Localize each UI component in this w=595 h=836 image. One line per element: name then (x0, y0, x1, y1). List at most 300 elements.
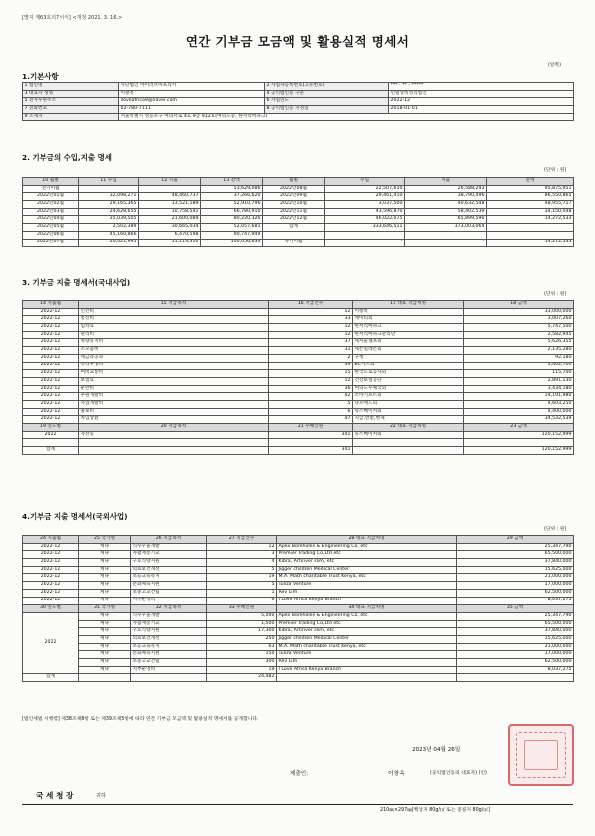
table-row (23, 185, 574, 193)
table-cell: 5 (207, 566, 277, 574)
table-cell: 2022-12 (23, 347, 79, 355)
table-cell: 2022-12 (23, 589, 79, 597)
table-cell: 2022-12 (23, 377, 79, 385)
table-cell: 10,758,541 (139, 208, 201, 216)
table-cell: 43,596,870 (325, 208, 405, 216)
table-cell: 세븐일레븐외 (353, 347, 464, 355)
table-cell: 15 지급목적 (79, 301, 269, 309)
table-row (23, 324, 574, 332)
table-cell: 초중고교건립 (131, 589, 207, 597)
table-cell: BC카드외 (353, 362, 464, 370)
table-cell: 19 (207, 574, 277, 582)
table-cell: I Love Africa Kenya Branch (277, 666, 457, 674)
table-cell: 12 (269, 308, 353, 316)
table-cell: 4 공익법인등 구분 (265, 90, 389, 98)
table-row (23, 385, 574, 393)
table-cell: 13,521,189 (139, 201, 201, 209)
table-cell: 120,152,999 (464, 447, 574, 455)
table-cell: 65,500,000 (457, 551, 574, 559)
table-cell: 9 소재지 (23, 113, 119, 121)
table-cell: 의료보건개선 (131, 635, 207, 643)
table-cell: Apex Boreholes & Engineering Co, etc (277, 612, 457, 620)
front-label: (앞쪽) (548, 63, 562, 68)
table-cell: 뉴스메이커외 (353, 408, 464, 416)
table-cell: 30 연도별 (23, 605, 79, 613)
table-cell: 33 수혜인원 (207, 605, 277, 613)
table-cell: 사업개발비 (79, 400, 269, 408)
table-cell: 2022-12 (23, 416, 79, 424)
table-cell: 19 (207, 666, 277, 674)
table-cell: Rev Lim (277, 589, 457, 597)
table-cell: 케냐 (79, 643, 131, 651)
table-cell: 구청 (353, 354, 464, 362)
table-cell: 문화체육지원 (131, 651, 207, 659)
table-cell: 2 사업자등록번호(고유번호) (265, 83, 389, 91)
form-number: [별지 제63호의7서식] <개정 2021. 3. 16.> (22, 15, 123, 21)
section3-title: 3. 기부금 지출 명세서(국내사업) (22, 278, 131, 287)
table-row (23, 216, 574, 224)
table-cell: 29 금액 (457, 536, 574, 544)
table-row (23, 400, 574, 408)
table-cell: 29,165,365 (79, 201, 139, 209)
table-cell: 의료보건개선 (131, 566, 207, 574)
table-row (23, 635, 574, 643)
recipient-suffix: 귀하 (96, 793, 106, 799)
table-cell: 차량유지비 (79, 339, 269, 347)
table-cell: 2022년01월 (23, 193, 79, 201)
table-row (23, 659, 574, 667)
basic-info-table (22, 82, 574, 121)
table-cell: Premier Trading Co,Ltd etc (277, 620, 457, 628)
table-cell: M.A. Math charitable Trust Kenya, etc (277, 574, 457, 582)
table-cell: 4 (207, 559, 277, 567)
table-cell: 뉴스메이커외 (353, 431, 464, 439)
submitter-label: 제출인: (290, 771, 309, 777)
table-cell: 2022-12 (23, 551, 79, 559)
table-cell: 합계 (263, 224, 325, 232)
table-cell: 5,747,500 (464, 324, 574, 332)
table-row (23, 331, 574, 339)
table-cell: 여의도우체국외 (353, 385, 464, 393)
table-cell: 관리비 (79, 331, 269, 339)
total-row (23, 447, 574, 455)
table-cell: *** - ** - ***** (389, 83, 574, 91)
table-cell: 27 지급건수 (207, 536, 277, 544)
table-cell: 15,625,000 (457, 635, 574, 643)
table-row (23, 582, 574, 590)
table-cell: 이창옥 (119, 90, 265, 98)
table-cell (263, 231, 325, 239)
table-row (23, 239, 574, 247)
section2-unit: (단위 : 원) (544, 168, 567, 173)
table-cell: Jigger children Medical Center (277, 635, 457, 643)
table-cell: 조아기프트외 (353, 393, 464, 401)
table-cell: 월별 (263, 178, 325, 186)
table-cell: 24,482 (207, 674, 277, 682)
table-cell: 케냐 (79, 651, 131, 659)
table-row (23, 543, 574, 551)
table-cell: 62,500,000 (457, 659, 574, 667)
table-cell: iloveafrica9@naver.com (119, 98, 265, 106)
table-row (23, 574, 574, 582)
table-row (23, 559, 574, 567)
table-cell: 24,628,655 (79, 208, 139, 216)
table-cell: 2022-12 (23, 566, 79, 574)
table-cell: 2,891,130 (464, 377, 574, 385)
table-cell: 14 지출월 (23, 301, 79, 309)
table-cell: 1 법인명 (23, 83, 119, 91)
table-cell: 케냐 (79, 582, 131, 590)
info-row (23, 90, 574, 98)
section3-unit: (단위 : 원) (544, 292, 567, 297)
table-cell: 22,507,610 (325, 185, 405, 193)
table-cell: 2022-12 (23, 543, 79, 551)
table-cell: 자선등 (79, 431, 269, 439)
table-cell: Rev Lim (277, 659, 457, 667)
table-cell: 21 수혜인원 (269, 424, 353, 432)
table-cell: 이창옥 (353, 308, 464, 316)
table-row (23, 224, 574, 232)
table-cell: 13 잔액 (201, 178, 263, 186)
table-cell: 25,347,790 (457, 612, 574, 620)
table-cell: 17,000,000 (457, 582, 574, 590)
table-cell: 37,266,620 (201, 193, 263, 201)
table-cell: 2022-12 (23, 393, 79, 401)
income-expense-table (22, 177, 574, 247)
table-row (23, 208, 574, 216)
table-cell: 수입 (325, 178, 405, 186)
table-cell: 11 수입 (79, 178, 139, 186)
table-cell: 115,700 (464, 370, 574, 378)
table-cell (487, 224, 574, 232)
table-cell: 19 연도별 (23, 424, 79, 432)
table-cell: 12 (207, 543, 277, 551)
table-cell: 케냐 (79, 666, 131, 674)
table-cell: 34 대표 지급처명 (277, 605, 457, 613)
table-cell: 92,180 (464, 354, 574, 362)
header-row (23, 301, 574, 309)
table-cell: 31 (269, 347, 353, 355)
table-cell: 341 (269, 431, 353, 439)
table-cell: 35,039,505 (79, 216, 139, 224)
table-cell: 2022년08월 (263, 185, 325, 193)
table-cell: Apex Boreholes & Engineering Co, etc (277, 543, 457, 551)
table-cell: 여비교통비 (79, 370, 269, 378)
table-cell: 2022 (23, 612, 79, 674)
table-row (23, 416, 574, 424)
table-cell: 3 (207, 551, 277, 559)
table-cell: 6,470,598 (139, 231, 201, 239)
table-cell: 52,057,681 (201, 224, 263, 232)
table-cell: 18 금액 (464, 301, 574, 309)
table-cell: 53,629,086 (201, 185, 263, 193)
table-cell: 4,400,000 (464, 408, 574, 416)
table-cell: 2018-01-01 (389, 106, 574, 114)
table-cell: 26 지급목적 (131, 536, 207, 544)
table-cell: 1 (207, 589, 277, 597)
table-row (23, 551, 574, 559)
table-cell: 17,300 (207, 628, 277, 636)
table-cell: 28 대표 지급처명 (277, 536, 457, 544)
table-cell: 지출 (405, 178, 487, 186)
table-cell: 서울특별시 영등포구 여의서로 43, 9층 912호(여의도동, 한서리버파크) (119, 113, 574, 121)
table-cell: 5 (269, 400, 353, 408)
table-cell: 2,502,389 (79, 224, 139, 232)
table-cell: 11,113,310 (139, 239, 201, 247)
section4-title: 4.기부금 지출 명세서(국외사업) (22, 512, 128, 521)
table-cell: 1,500 (207, 620, 277, 628)
table-cell: 지부운영비 (131, 666, 207, 674)
table-cell: 8,037,275 (457, 666, 574, 674)
table-row (23, 347, 574, 355)
table-cell: 2022년09월 (263, 193, 325, 201)
table-cell: 2022-12 (23, 362, 79, 370)
table-cell: 12 (269, 324, 353, 332)
table-cell: 333,646,511 (325, 224, 405, 232)
recipient-office: 국 세 청 장 (36, 791, 74, 800)
table-cell: 46,022,075 (325, 216, 405, 224)
table-row (23, 362, 574, 370)
total-row (23, 674, 574, 682)
table-cell: 52,910,796 (201, 201, 263, 209)
law-statement: [법인세법 시행령] 제38조제8항 또는 제39조제5항에 따라 연간 기부금 모금액 및 활용실적 명세서를 공개합니다. (22, 717, 259, 722)
table-cell: Tuliza Venture (277, 582, 457, 590)
table-cell: 운반비 (79, 385, 269, 393)
table-cell: 3,037,500 (325, 201, 405, 209)
table-cell: 2022-12 (23, 354, 79, 362)
table-cell: 65,899,590 (405, 216, 487, 224)
table-cell: 구호식량지원 (131, 559, 207, 567)
table-row (23, 439, 574, 447)
table-row (23, 612, 574, 620)
table-cell: 자활재봉기교 (131, 551, 207, 559)
table-cell: 40,632,548 (405, 201, 487, 209)
table-cell: 26,588,293 (405, 185, 487, 193)
table-cell: - (325, 239, 405, 247)
table-cell: 세금과공과 (79, 354, 269, 362)
table-cell: 34,150,048 (487, 208, 574, 216)
info-row (23, 98, 574, 106)
table-cell: 케냐 (79, 551, 131, 559)
table-cell: 2022-12 (23, 400, 79, 408)
table-cell: 2,582,945 (464, 331, 574, 339)
sub-header-row (23, 424, 574, 432)
table-cell: 15 (269, 370, 353, 378)
official-seal-stamp (508, 724, 574, 786)
table-cell: 잔액 (487, 178, 574, 186)
table-cell: 8,037,275 (457, 597, 574, 605)
table-cell: 식수우물개발 (131, 612, 207, 620)
table-cell: 15,625,000 (457, 566, 574, 574)
table-cell: 케냐 (79, 559, 131, 567)
table-cell: 문화체육지원 (131, 582, 207, 590)
table-cell: 62,500,000 (457, 589, 574, 597)
table-cell: 02-780-7111 (119, 106, 265, 114)
section2-title: 2. 기부금의 수입,지출 명세 (22, 153, 112, 162)
table-cell: 3,434,180 (464, 385, 574, 393)
table-cell: 케냐 (79, 566, 131, 574)
table-cell: 5 전자우편주소 (23, 98, 119, 106)
table-row (23, 377, 574, 385)
overseas-expense-table (22, 535, 574, 682)
table-cell: 47 (269, 416, 353, 424)
table-cell: 250 (207, 635, 277, 643)
table-cell: 100,056,634 (201, 239, 263, 247)
table-cell: 2022 (23, 431, 79, 439)
table-cell: 건강보험공단 (353, 377, 464, 385)
paper-spec: 210㎜×297㎜[백상지 80g/㎡ 또는 중질지 80g/㎡] (380, 808, 490, 813)
table-cell: 2022-12 (389, 98, 574, 106)
table-cell: 초중고교건립 (131, 659, 207, 667)
table-cell: 14,272,533 (487, 216, 574, 224)
table-cell: 45,160,866 (79, 231, 139, 239)
table-cell: 25 국가명 (79, 536, 131, 544)
table-cell: 120,152,999 (464, 431, 574, 439)
table-cell: 4,603,250 (464, 400, 574, 408)
table-cell: 150 (207, 651, 277, 659)
table-cell: 23 금액 (464, 424, 574, 432)
sub-header-row (23, 605, 574, 613)
table-cell: 3 대표자 성명 (23, 90, 119, 98)
table-cell: 식수우물개발 (131, 543, 207, 551)
table-cell: 2022-12 (23, 574, 79, 582)
table-row (23, 597, 574, 605)
table-cell: 합계 (23, 447, 79, 455)
table-cell: 케냐 (79, 628, 131, 636)
table-cell: 6 (269, 408, 353, 416)
table-cell: Kibra, Artiriver slim, etc (277, 628, 457, 636)
table-row (23, 201, 574, 209)
table-cell: 한국도로공사외 (353, 370, 464, 378)
sign-note: (공익법인등의 대표자) (인) (430, 771, 487, 776)
table-cell: 58,402,539 (405, 208, 487, 216)
header-row (23, 536, 574, 544)
table-cell: 2022년11월 (263, 208, 325, 216)
table-cell: 케냐 (79, 589, 131, 597)
table-cell: 33 (269, 316, 353, 324)
table-cell: 17,000,000 (457, 651, 574, 659)
table-cell: 2 (269, 354, 353, 362)
table-cell: 37,840,000 (457, 559, 574, 567)
table-cell: 30,665,034 (139, 224, 201, 232)
table-cell: 39 (269, 362, 353, 370)
table-cell: 후원개발비 (79, 393, 269, 401)
table-cell: 90,747,949 (201, 231, 263, 239)
table-cell: 2022-12 (23, 331, 79, 339)
table-cell: 31 국가명 (79, 605, 131, 613)
table-cell: 63 (207, 643, 277, 651)
table-cell: M.A. Math charitable Trust Kenya, etc (277, 643, 457, 651)
table-cell: 373,003,064 (405, 224, 487, 232)
table-cell: 2022-12 (23, 597, 79, 605)
table-cell: 341 (269, 447, 353, 455)
table-cell: 케냐 (79, 597, 131, 605)
table-cell: 300 (207, 659, 277, 667)
table-cell: 지급,반환,변제 (353, 416, 464, 424)
table-cell: 25,347,790 (457, 543, 574, 551)
table-cell: 12 (269, 331, 353, 339)
table-row (23, 193, 574, 201)
table-cell: 7 전화번호 (23, 106, 119, 114)
table-cell: 38,790,496 (405, 193, 487, 201)
table-cell: 2,135,280 (464, 347, 574, 355)
table-row (23, 339, 574, 347)
table-cell: 케냐 (79, 612, 131, 620)
table-cell: 6 사업연도 (265, 98, 389, 106)
table-cell: 16 지급건수 (269, 301, 353, 309)
table-cell: 12 지출 (139, 178, 201, 186)
table-cell: 차입상환 (79, 416, 269, 424)
table-row (23, 370, 574, 378)
table-cell: 17 대표 지급처명 (353, 301, 464, 309)
table-cell: Jigger children Medical Center (277, 566, 457, 574)
submit-date: 2023년 04월 26일 (412, 747, 461, 753)
table-row (23, 566, 574, 574)
table-cell: 36 (269, 385, 353, 393)
table-cell: 세서울셀프외 (353, 339, 464, 347)
table-cell: 2022-12 (23, 559, 79, 567)
header-row (23, 178, 574, 186)
table-row (23, 666, 574, 674)
table-cell: 케이티외 (353, 316, 464, 324)
table-cell: 5,626,355 (464, 339, 574, 347)
section1-title: 1.기본사항 (22, 72, 59, 81)
table-cell: 48,460,737 (139, 193, 201, 201)
table-cell: 10 월별 (23, 178, 79, 186)
page-title: 연간 기부금 모금액 및 활용실적 명세서 (185, 34, 410, 49)
address-row (23, 113, 574, 121)
table-row (23, 393, 574, 401)
table-cell: 한서리버파크 (353, 324, 464, 332)
table-cell: I Love Africa Kenya Branch (277, 597, 457, 605)
table-cell: 32 지급목적 (131, 605, 207, 613)
table-cell: 32,098,271 (79, 193, 139, 201)
table-cell: 케냐 (79, 574, 131, 582)
table-cell: 2022-12 (23, 316, 79, 324)
table-cell: 2022-12 (23, 339, 79, 347)
table-cell: 자활재봉기교 (131, 620, 207, 628)
table-cell (487, 231, 574, 239)
table-cell: 임차료 (79, 324, 269, 332)
submitter-name: 이창옥 (388, 771, 405, 777)
table-cell: 14,272,533 (487, 239, 574, 247)
table-cell: 2022년12월 (263, 216, 325, 224)
table-row (23, 651, 574, 659)
table-cell: 66,780,910 (201, 208, 263, 216)
table-cell: 2022-12 (23, 324, 79, 332)
table-cell: 2022년05월 (23, 224, 79, 232)
table-cell: 통신비 (79, 316, 269, 324)
table-cell: 2022년03월 (23, 208, 79, 216)
table-cell: 2022-12 (23, 308, 79, 316)
table-cell: Kibra, Artiriver slim, etc (277, 559, 457, 567)
table-cell: 홍보비 (79, 408, 269, 416)
info-row (23, 83, 574, 91)
table-cell: 보험료 (79, 377, 269, 385)
table-cell (405, 231, 487, 239)
table-cell: - (405, 239, 487, 247)
table-cell: 37,840,000 (457, 628, 574, 636)
table-cell: 14,191,980 (464, 393, 574, 401)
table-cell: 2022-12 (23, 408, 79, 416)
table-cell: 합계 (23, 674, 79, 682)
table-cell: 21,600,089 (139, 216, 201, 224)
table-cell: 29,461,410 (325, 193, 405, 201)
table-cell: Premier Trading Co,Ltd etc (277, 551, 457, 559)
table-cell: 2022년10월 (263, 201, 325, 209)
table-cell: 구호식량지원 (131, 628, 207, 636)
table-cell: 48,955,717 (487, 201, 574, 209)
